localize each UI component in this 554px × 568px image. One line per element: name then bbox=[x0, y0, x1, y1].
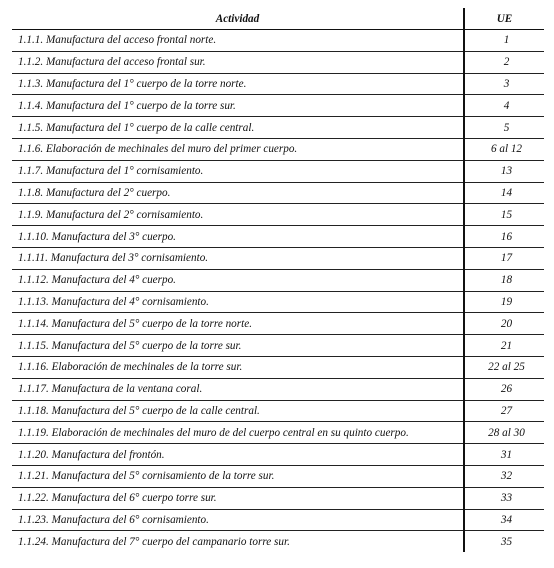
table-row bbox=[12, 138, 544, 160]
ue-cell: 19 bbox=[464, 291, 544, 313]
table-row bbox=[12, 444, 544, 466]
table-row bbox=[12, 95, 544, 117]
ue-cell: 5 bbox=[464, 117, 544, 139]
ue-cell: 32 bbox=[464, 465, 544, 487]
header-ue: UE bbox=[464, 8, 544, 30]
table-row bbox=[12, 182, 544, 204]
activity-cell: 1.1.21. Manufactura del 5° cornisamiento de la torre sur. bbox=[12, 465, 464, 487]
ue-cell: 18 bbox=[464, 269, 544, 291]
activity-cell: 1.1.24. Manufactura del 7° cuerpo del campanario torre sur. bbox=[18, 535, 290, 548]
activity-cell: 1.1.20. Manufactura del frontón. bbox=[12, 444, 464, 466]
table-row bbox=[12, 509, 544, 531]
activity-cell: 1.1.10. Manufactura del 3° cuerpo. bbox=[12, 226, 464, 248]
table-body bbox=[12, 30, 544, 553]
ue-cell: 31 bbox=[464, 444, 544, 466]
table-row bbox=[12, 51, 544, 73]
activity-cell: 1.1.3. Manufactura del 1° cuerpo de la torre norte. bbox=[12, 73, 464, 95]
table-row bbox=[12, 117, 544, 139]
activity-cell: 1.1.5. Manufactura del 1° cuerpo de la calle central. bbox=[12, 117, 464, 139]
ue-cell: 16 bbox=[464, 226, 544, 248]
ue-cell: 1 bbox=[464, 30, 544, 52]
ue-cell: 14 bbox=[464, 182, 544, 204]
ue-cell: 3 bbox=[464, 73, 544, 95]
table-row bbox=[12, 400, 544, 422]
ue-cell: 21 bbox=[464, 335, 544, 357]
activity-table-container bbox=[12, 8, 544, 552]
activity-cell: 1.1.17. Manufactura de la ventana coral. bbox=[12, 378, 464, 400]
table-row bbox=[12, 487, 544, 509]
activity-cell: 1.1.9. Manufactura del 2° cornisamiento. bbox=[12, 204, 464, 226]
activity-cell: 1.1.15. Manufactura del 5° cuerpo de la torre sur. bbox=[12, 335, 464, 357]
ue-cell: 17 bbox=[464, 247, 544, 269]
ue-cell: 13 bbox=[464, 160, 544, 182]
activity-cell: 1.1.16. Elaboración de mechinales de la torre sur. bbox=[12, 356, 464, 378]
ue-cell: 22 al 25 bbox=[464, 356, 544, 378]
table-row bbox=[12, 160, 544, 182]
ue-cell: 6 al 12 bbox=[464, 138, 544, 160]
ue-cell: 2 bbox=[464, 51, 544, 73]
activity-cell: 1.1.18. Manufactura del 5° cuerpo de la calle central. bbox=[12, 400, 464, 422]
ue-cell: 34 bbox=[464, 509, 544, 531]
activity-cell: 1.1.2. Manufactura del acceso frontal sur. bbox=[12, 51, 464, 73]
activity-table bbox=[12, 8, 544, 552]
table-row bbox=[12, 30, 544, 52]
table-header-row bbox=[12, 8, 544, 30]
table-row bbox=[12, 356, 544, 378]
table-row bbox=[12, 269, 544, 291]
table-row bbox=[12, 422, 544, 444]
table-row bbox=[12, 73, 544, 95]
table-row bbox=[12, 291, 544, 313]
activity-cell: 1.1.22. Manufactura del 6° cuerpo torre sur. bbox=[12, 487, 464, 509]
header-activity: Actividad bbox=[12, 8, 464, 30]
table-row bbox=[12, 378, 544, 400]
activity-cell: 1.1.4. Manufactura del 1° cuerpo de la torre sur. bbox=[12, 95, 464, 117]
ue-cell: 27 bbox=[464, 400, 544, 422]
table-row bbox=[12, 335, 544, 357]
activity-cell: 1.1.7. Manufactura del 1° cornisamiento. bbox=[12, 160, 464, 182]
table-row bbox=[12, 465, 544, 487]
table-row bbox=[12, 531, 544, 552]
ue-cell: 33 bbox=[464, 487, 544, 509]
activity-cell: 1.1.12. Manufactura del 4° cuerpo. bbox=[12, 269, 464, 291]
activity-cell: 1.1.13. Manufactura del 4° cornisamiento. bbox=[12, 291, 464, 313]
ue-cell: 20 bbox=[464, 313, 544, 335]
table-row bbox=[12, 313, 544, 335]
activity-cell: 1.1.6. Elaboración de mechinales del muro del primer cuerpo. bbox=[12, 138, 464, 160]
activity-cell: 1.1.23. Manufactura del 6° cornisamiento. bbox=[12, 509, 464, 531]
table-row bbox=[12, 226, 544, 248]
activity-cell: 1.1.8. Manufactura del 2° cuerpo. bbox=[12, 182, 464, 204]
ue-cell: 35 bbox=[464, 531, 544, 552]
activity-cell: 1.1.1. Manufactura del acceso frontal norte. bbox=[12, 30, 464, 52]
ue-cell: 26 bbox=[464, 378, 544, 400]
activity-cell: 1.1.11. Manufactura del 3° cornisamiento. bbox=[12, 247, 464, 269]
ue-cell: 4 bbox=[464, 95, 544, 117]
table-row bbox=[12, 204, 544, 226]
activity-cell: 1.1.14. Manufactura del 5° cuerpo de la torre norte. bbox=[12, 313, 464, 335]
ue-cell: 28 al 30 bbox=[464, 422, 544, 444]
ue-cell: 15 bbox=[464, 204, 544, 226]
activity-cell: 1.1.19. Elaboración de mechinales del muro de del cuerpo central en su quinto cuerpo. bbox=[12, 422, 464, 444]
table-row bbox=[12, 247, 544, 269]
